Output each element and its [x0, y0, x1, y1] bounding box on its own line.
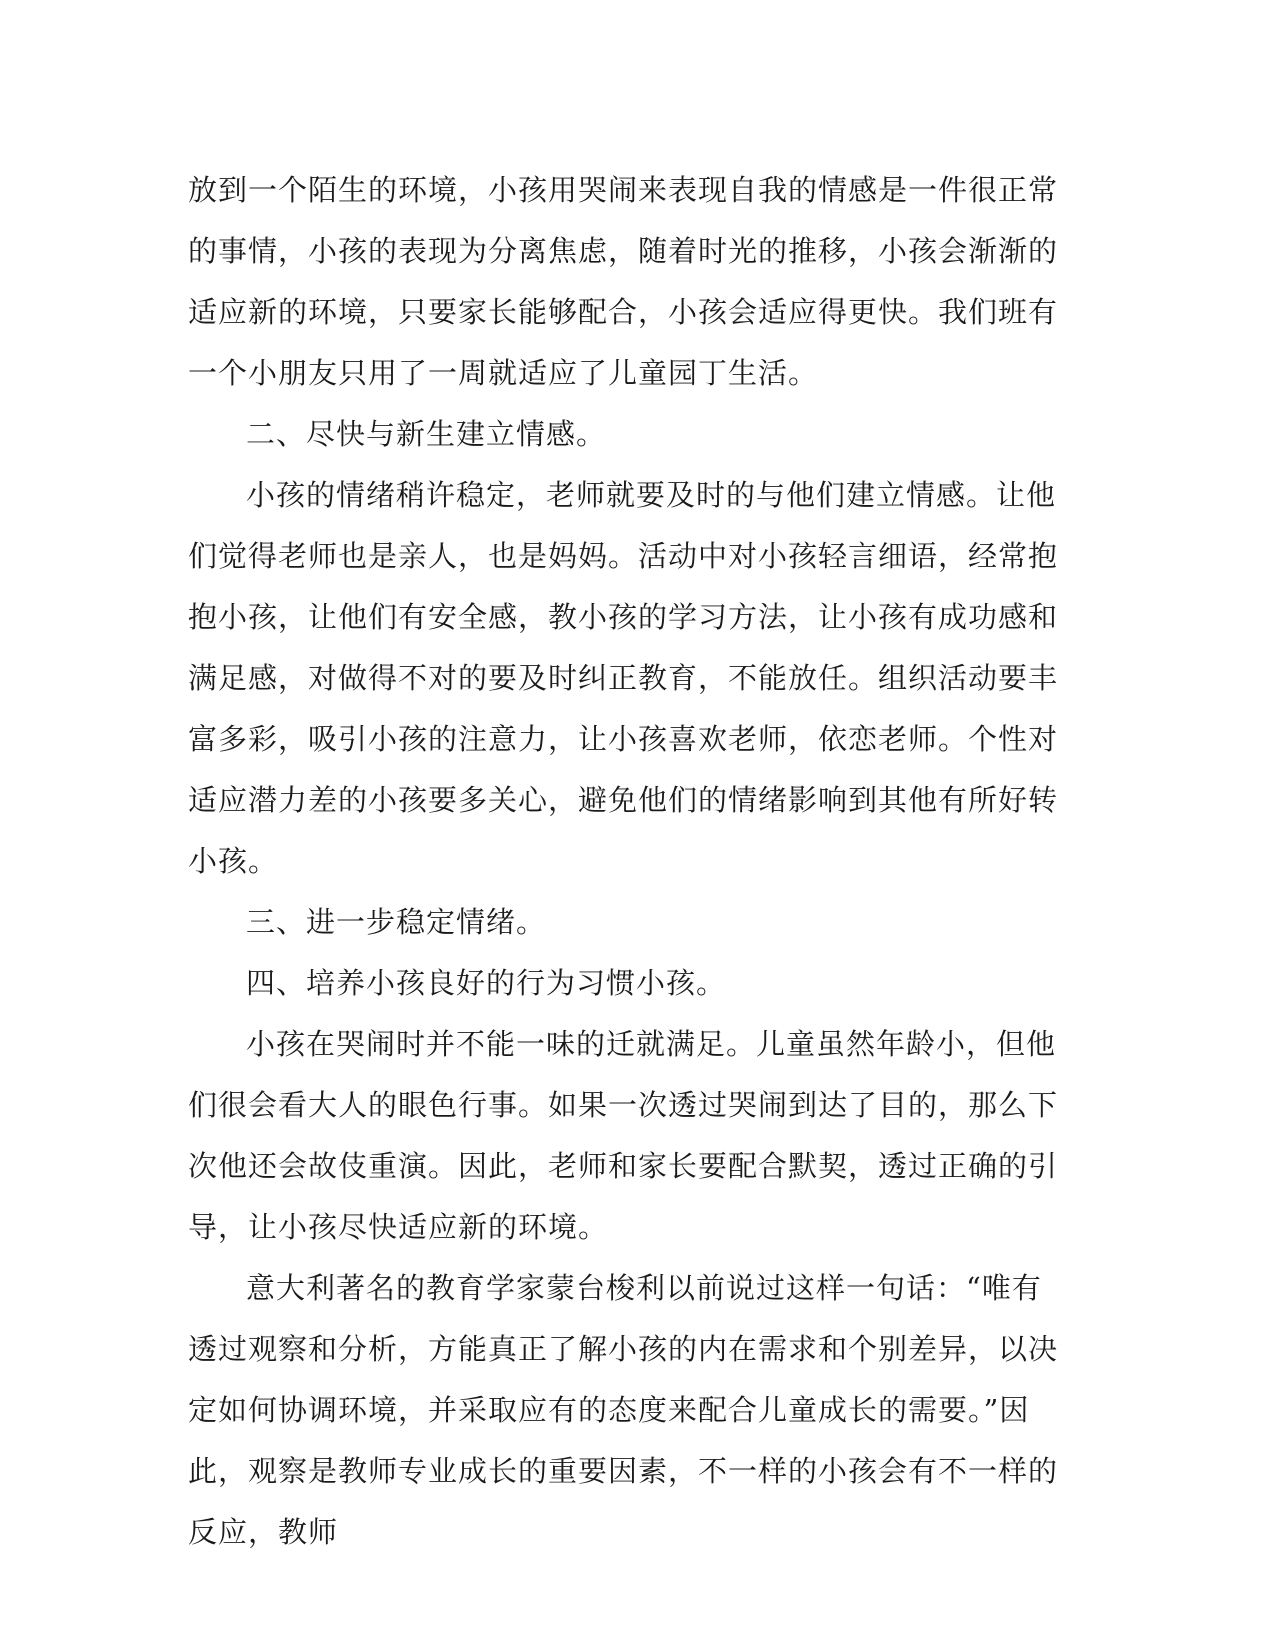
paragraph-montessori-quote: 意大利著名的教育学家蒙台梭利以前说过这样一句话：“唯有透过观察和分析，方能真正了解小孩的内在需求和个别差异，以决定如何协调环境，并采取应有的态度来配合儿童成长的需要。”因此，观察是教师专业成长的重要因素，不一样的小孩会有不一样的反应，教师	[188, 1271, 1059, 1549]
paragraph-continuation: 放到一个陌生的环境，小孩用哭闹来表现自我的情感是一件很正常的事情，小孩的表现为分离焦虑，随着时光的推移，小孩会渐渐的适应新的环境，只要家长能够配合，小孩会适应得更快。我们班有一个小朋友只用了一周就适应了儿童园丁生活。	[188, 173, 1059, 390]
section-heading-3: 三、进一步稳定情绪。	[246, 905, 547, 939]
paragraph-behavior-habits: 小孩在哭闹时并不能一味的迁就满足。儿童虽然年龄小，但他们很会看大人的眼色行事。如果一次透过哭闹到达了目的，那么下次他还会故伎重演。因此，老师和家长要配合默契，透过正确的引导，让小孩尽快适应新的环境。	[188, 1027, 1059, 1244]
paragraph-emotion-building: 小孩的情绪稍许稳定，老师就要及时的与他们建立情感。让他们觉得老师也是亲人，也是妈妈。活动中对小孩轻言细语，经常抱抱小孩，让他们有安全感，教小孩的学习方法，让小孩有成功感和满足感，对做得不对的要及时纠正教育，不能放任。组织活动要丰富多彩，吸引小孩的注意力，让小孩喜欢老师，依恋老师。个性对适应潜力差的小孩要多关心，避免他们的情绪影响到其他有所好转小孩。	[188, 478, 1059, 878]
document-body	[188, 160, 1068, 1563]
section-heading-2: 二、尽快与新生建立情感。	[246, 417, 607, 451]
section-heading-4: 四、培养小孩良好的行为习惯小孩。	[246, 966, 727, 1000]
